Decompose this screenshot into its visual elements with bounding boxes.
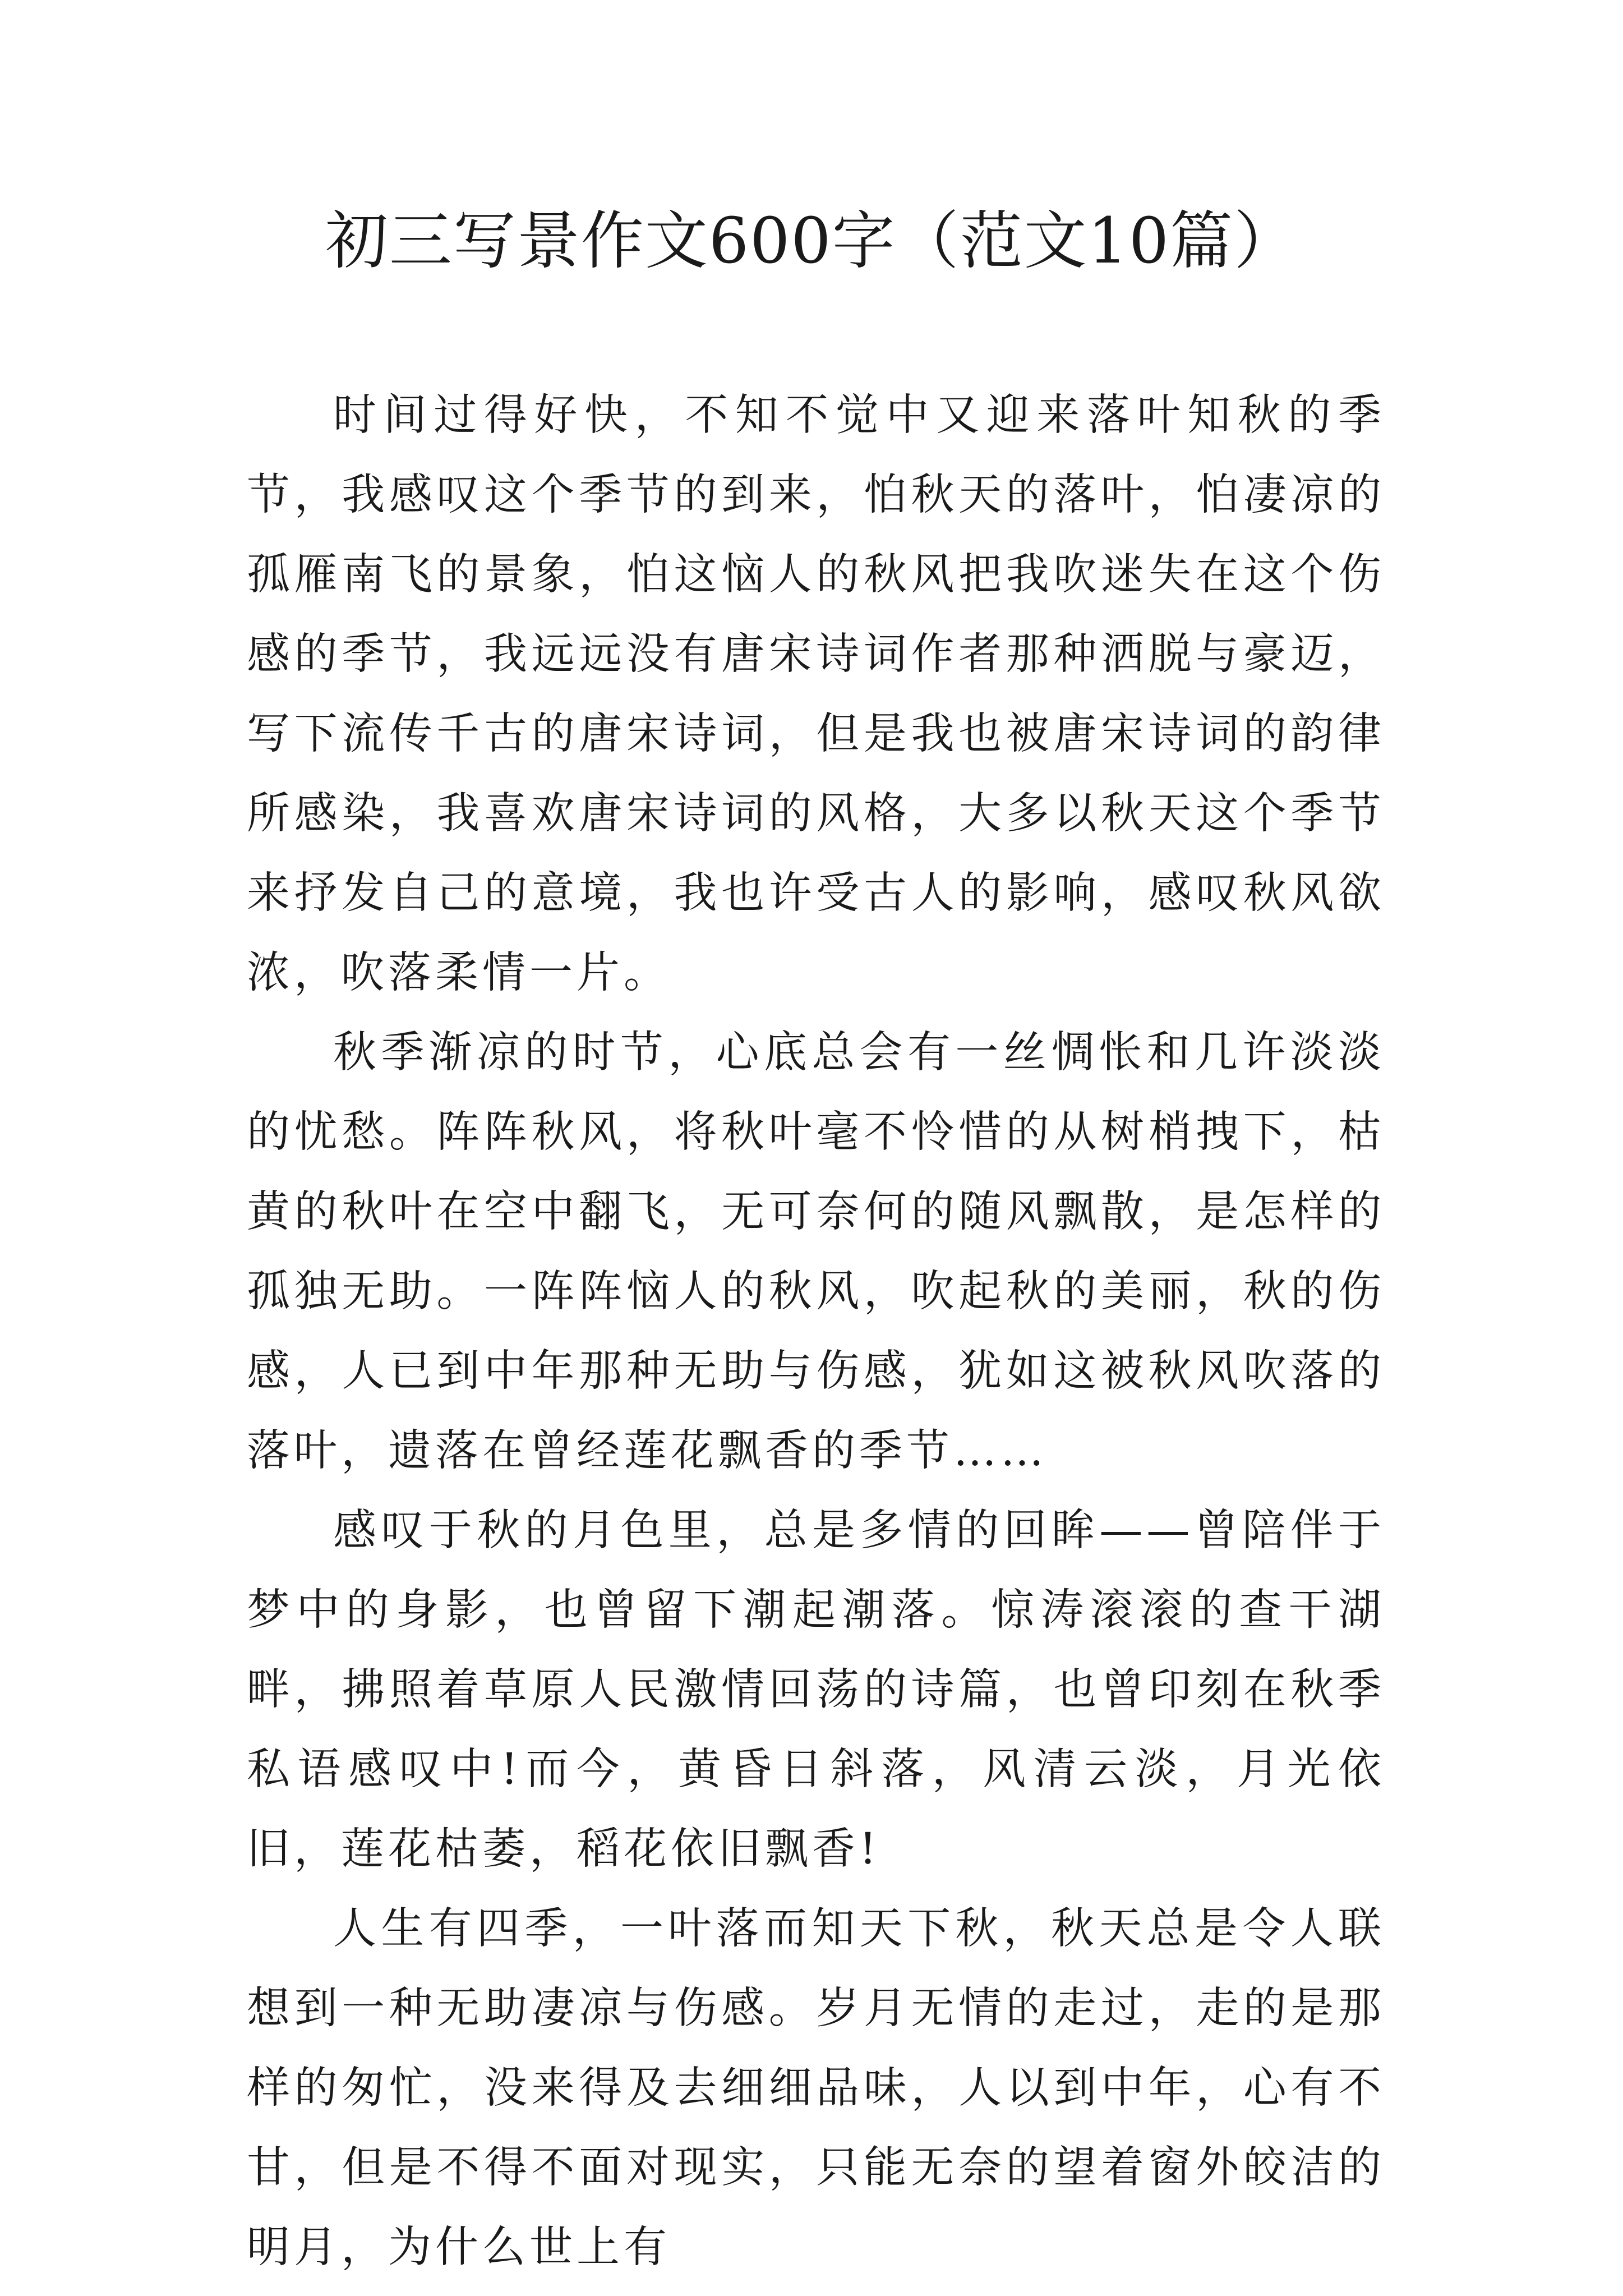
document-title: 初三写景作文600字（范文10篇） (325, 205, 1298, 278)
paragraph: 秋季渐凉的时节，心底总会有一丝惆怅和几许淡淡的忧愁。阵阵秋风，将秋叶毫不怜惜的从树梢拽下，枯黄的秋叶在空中翻飞，无可奈何的随风飘散，是怎样的孤独无助。一阵阵恼人的秋风，吹起秋的美丽，秋的伤感，人已到中年那种无助与伤感，犹如这被秋风吹落的落叶，遗落在曾经莲花飘香的季节…… (247, 1028, 1385, 1476)
document-body (247, 376, 1385, 2288)
paragraph: 感叹于秋的月色里，总是多情的回眸——曾陪伴于梦中的身影，也曾留下潮起潮落。惊涛滚滚的查干湖畔，拂照着草原人民激情回荡的诗篇，也曾印刻在秋季私语感叹中!而今，黄昏日斜落，风清云淡，月光依旧，莲花枯萎，稻花依旧飘香! (247, 1506, 1385, 1874)
paragraph: 时间过得好快，不知不觉中又迎来落叶知秋的季节，我感叹这个季节的到来，怕秋天的落叶，怕凄凉的孤雁南飞的景象，怕这恼人的秋风把我吹迷失在这个伤感的季节，我远远没有唐宋诗词作者那种洒脱与豪迈，写下流传千古的唐宋诗词，但是我也被唐宋诗词的韵律所感染，我喜欢唐宋诗词的风格，大多以秋天这个季节来抒发自己的意境，我也许受古人的影响，感叹秋风欲浓，吹落柔情一片。 (247, 390, 1385, 998)
paragraph: 人生有四季，一叶落而知天下秋，秋天总是令人联想到一种无助凄凉与伤感。岁月无情的走过，走的是那样的匆忙，没来得及去细细品味，人以到中年，心有不甘，但是不得不面对现实，只能无奈的望着窗外皎洁的明月，为什么世上有 (247, 1904, 1385, 2272)
